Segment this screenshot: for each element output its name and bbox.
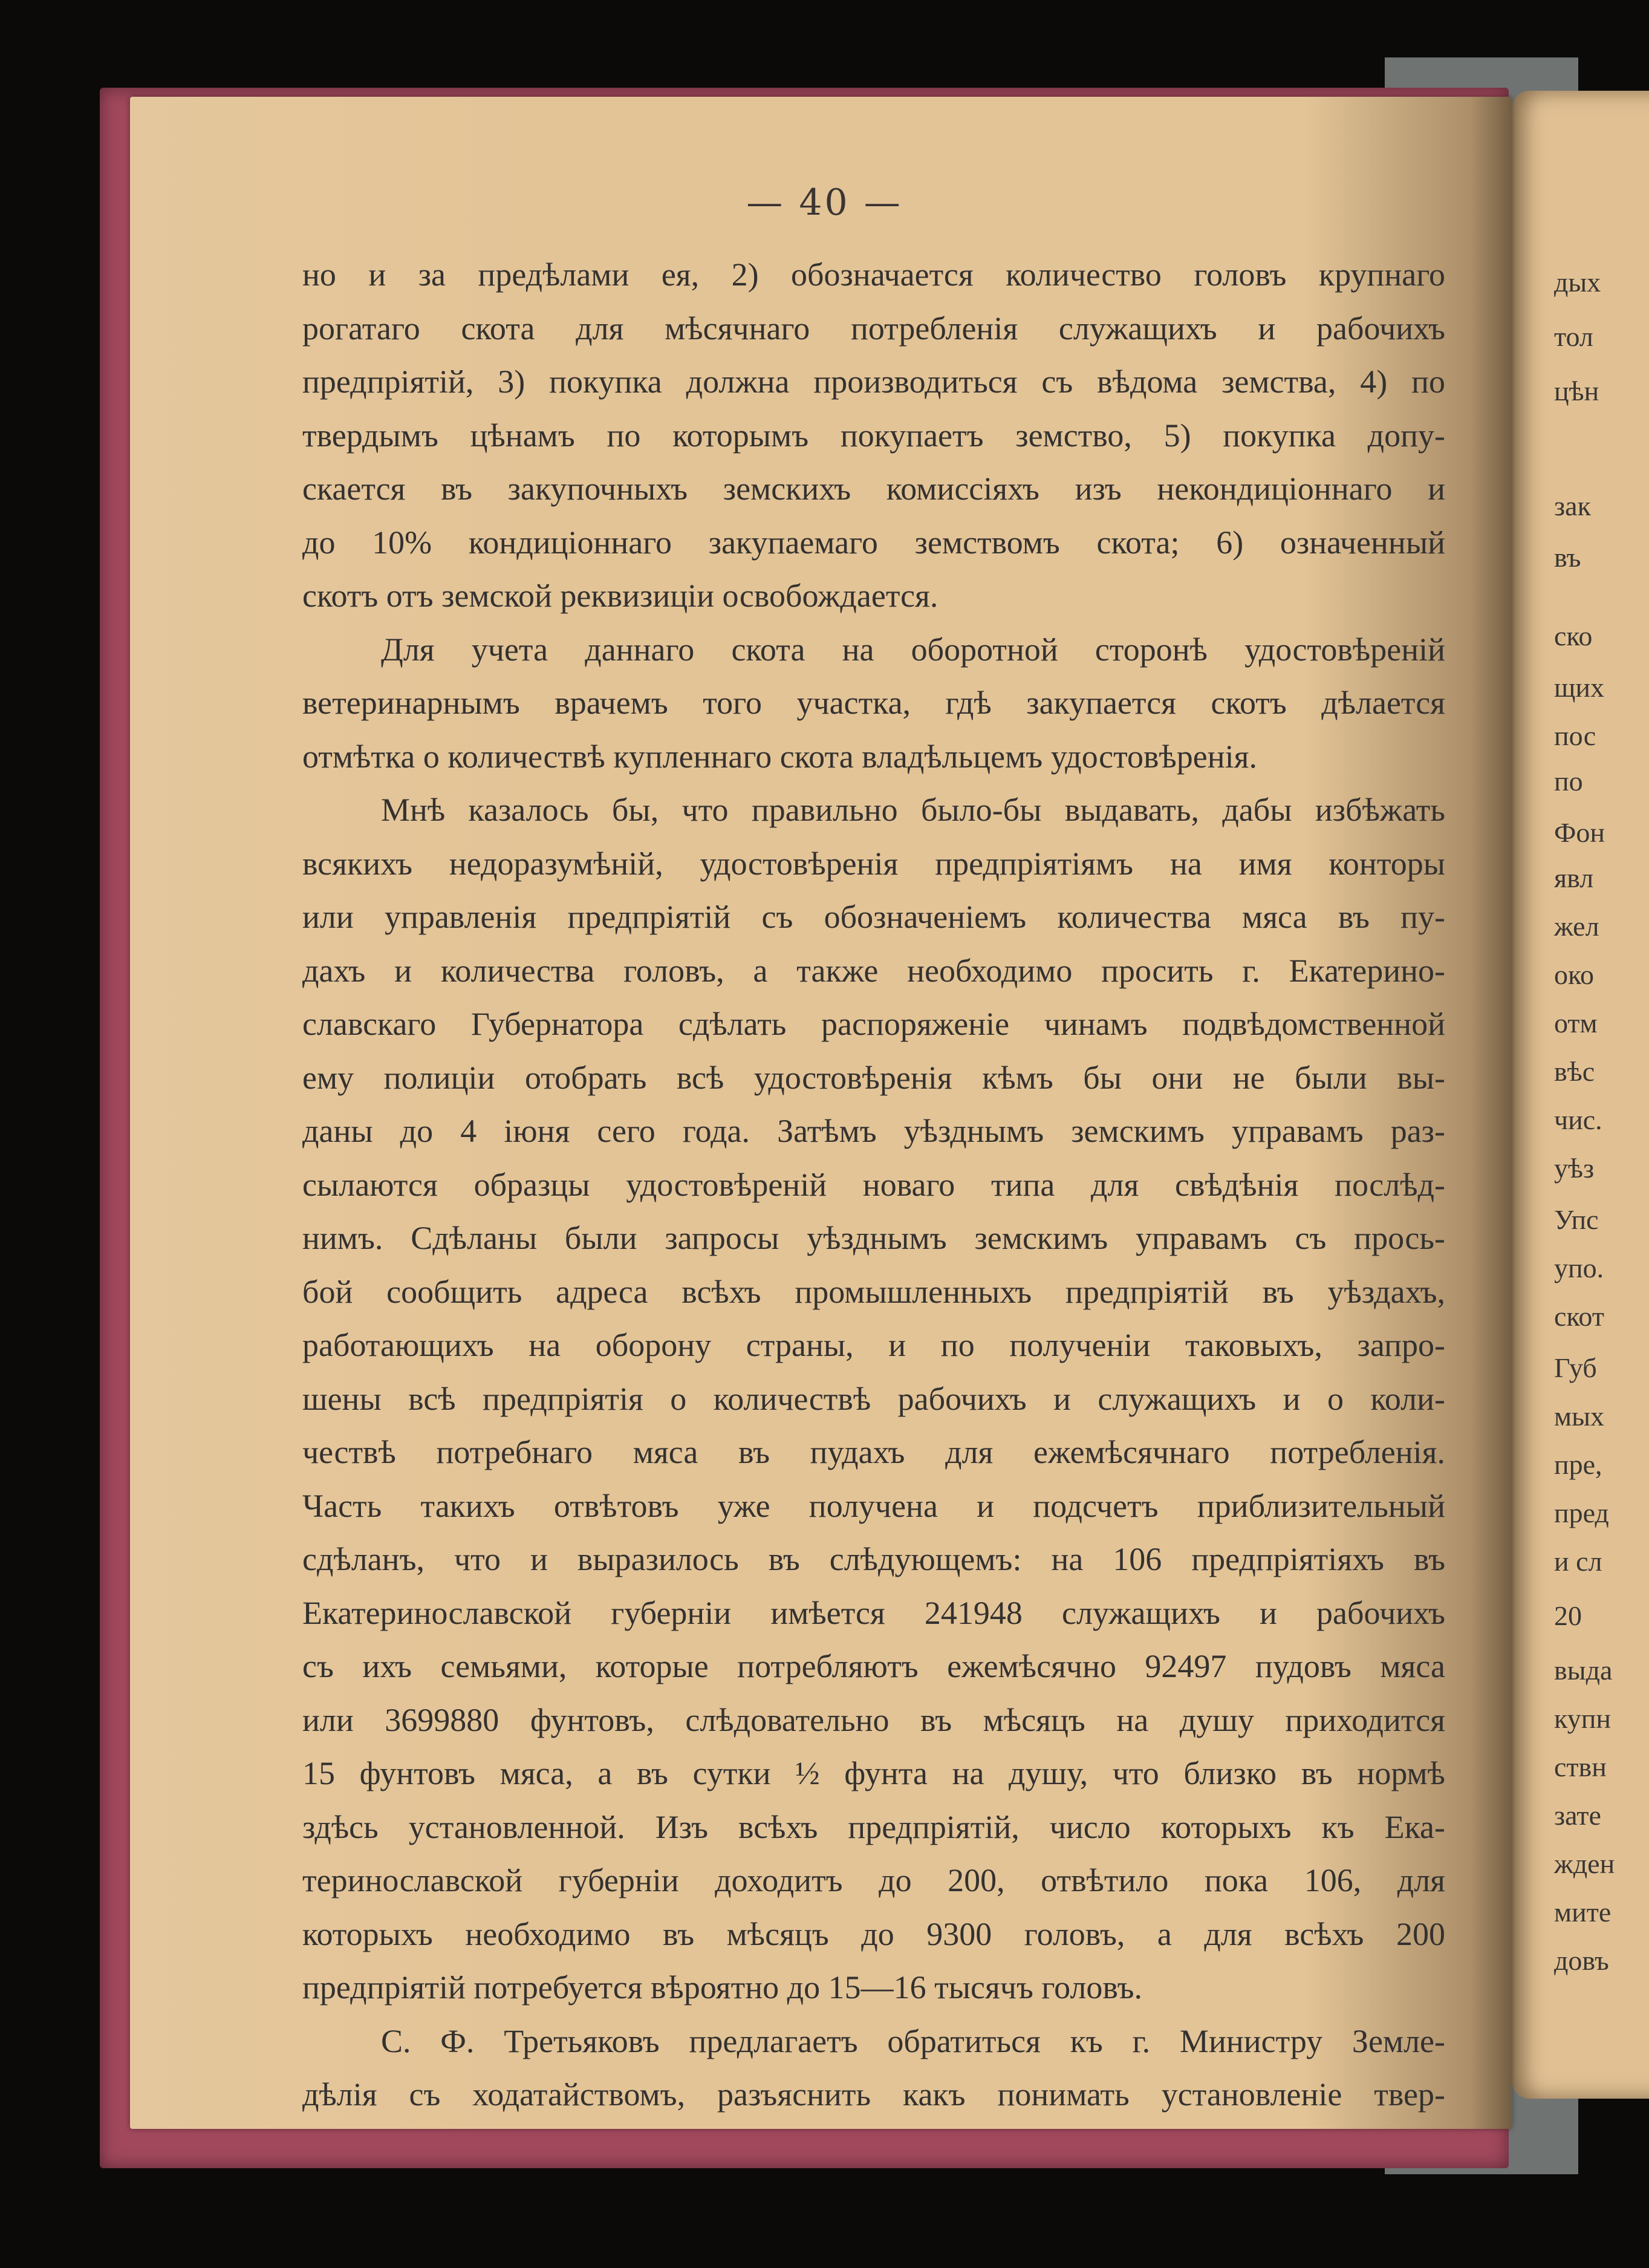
- text-line: съ ихъ семьями, которые потребляютъ ежемѣсячно 92497 пудовъ мяса: [302, 1648, 1445, 1684]
- text-line: славскаго Губернатора сдѣлать распоряженіе чинамъ подвѣдомственной: [302, 1006, 1445, 1042]
- text-line: Для учета даннаго скота на оборотной сторонѣ удостовѣреній: [381, 631, 1445, 668]
- text-line: но и за предѣлами ея, 2) обозначается количество головъ крупнаго: [302, 256, 1445, 293]
- right-page-fragment: тол: [1554, 321, 1593, 352]
- text-line: твердымъ цѣнамъ по которымъ покупаетъ земство, 5) покупка допу-: [302, 417, 1445, 454]
- text-line: отмѣтка о количествѣ купленнаго скота владѣльцемъ удостовѣренія.: [302, 738, 1257, 775]
- right-page-fragment: пос: [1554, 720, 1596, 751]
- right-page-fragment: упо.: [1554, 1253, 1604, 1283]
- text-line: Екатеринославской губерніи имѣется 241948 служащихъ и рабочихъ: [302, 1594, 1445, 1631]
- right-page-fragment: уѣз: [1554, 1153, 1595, 1184]
- text-line: нимъ. Сдѣланы были запросы уѣзднымъ земскимъ управамъ съ прось-: [302, 1220, 1445, 1256]
- text-line: чествѣ потребнаго мяса въ пудахъ для ежемѣсячнаго потребленія.: [302, 1434, 1445, 1470]
- right-page-fragment: щих: [1554, 672, 1605, 703]
- right-page-fragment: Упс: [1554, 1204, 1599, 1235]
- right-page-fragment: дых: [1554, 267, 1601, 298]
- right-page-fragment: скот: [1554, 1301, 1604, 1332]
- text-line: сдѣланъ, что и выразилось въ слѣдующемъ: на 106 предпріятіяхъ въ: [302, 1541, 1445, 1577]
- body-text: [302, 248, 1445, 2122]
- right-page-fragment: и сл: [1554, 1546, 1602, 1577]
- text-line: 15 фунтовъ мяса, а въ сутки ½ фунта на душу, что близко въ нормѣ: [302, 1755, 1445, 1791]
- right-page-fragment: 20: [1554, 1600, 1582, 1631]
- text-line: теринославской губерніи доходитъ до 200, отвѣтило пока 106, для: [302, 1862, 1445, 1898]
- right-page-fragment: вѣс: [1554, 1056, 1595, 1087]
- text-line: дахъ и количества головъ, а также необходимо просить г. Екатерино-: [302, 952, 1445, 989]
- right-page-fragment: Фон: [1554, 817, 1605, 848]
- text-line: работающихъ на оборону страны, и по полученіи таковыхъ, запро-: [302, 1327, 1445, 1363]
- right-page-fragment: купн: [1554, 1703, 1611, 1734]
- page-number: — 40 —: [746, 181, 903, 224]
- right-page-fragment: довъ: [1554, 1945, 1609, 1976]
- right-page-fragment: жел: [1554, 911, 1599, 942]
- text-line: ветеринарнымъ врачемъ того участка, гдѣ закупается скотъ дѣлается: [302, 685, 1445, 721]
- text-line: предпріятій потребуется вѣроятно до 15—16 тысячъ головъ.: [302, 1969, 1142, 2006]
- text-line: скотъ отъ земской реквизиціи освобождается.: [302, 578, 938, 614]
- text-line: скается въ закупочныхъ земскихъ комиссіяхъ изъ некондиціоннаго и: [302, 471, 1445, 507]
- text-line: шены всѣ предпріятія о количествѣ рабочихъ и служащихъ и о коли-: [302, 1380, 1445, 1417]
- right-page-fragment: ско: [1554, 621, 1593, 651]
- right-page-fragment: зак: [1554, 490, 1591, 521]
- text-line: С. Ф. Третьяковъ предлагаетъ обратиться къ г. Министру Земле-: [381, 2022, 1445, 2059]
- right-page-fragment: око: [1554, 959, 1595, 990]
- right-page-fragment: явл: [1554, 862, 1594, 893]
- right-page-fragment: чис.: [1554, 1104, 1602, 1135]
- right-page-fragment: мых: [1554, 1401, 1605, 1432]
- right-page-fragment: выда: [1554, 1655, 1613, 1686]
- text-line: Мнѣ казалось бы, что правильно было-бы выдавать, дабы избѣжать: [381, 792, 1445, 828]
- text-line: бой сообщить адреса всѣхъ промышленныхъ предпріятій въ уѣздахъ,: [302, 1273, 1445, 1310]
- text-line: ему полиціи отобрать всѣ удостовѣренія кѣмъ бы они не были вы-: [302, 1059, 1445, 1096]
- text-line: Часть такихъ отвѣтовъ уже получена и подсчетъ приблизительный: [302, 1487, 1445, 1524]
- text-line: предпріятій, 3) покупка должна производиться съ вѣдома земства, 4) по: [302, 363, 1445, 400]
- right-page-fragment: зате: [1554, 1800, 1601, 1831]
- right-page-fragment: мите: [1554, 1897, 1612, 1927]
- right-page-fragment: по: [1554, 766, 1583, 797]
- right-page-fragment: жден: [1554, 1848, 1615, 1879]
- text-line: сылаются образцы удостовѣреній новаго типа для свѣдѣнія послѣд-: [302, 1166, 1445, 1203]
- right-page-fragment: пре,: [1554, 1449, 1602, 1480]
- text-line: которыхъ необходимо въ мѣсяцъ до 9300 головъ, а для всѣхъ 200: [302, 1915, 1445, 1952]
- text-line: здѣсь установленной. Изъ всѣхъ предпріятій, число которыхъ къ Ека-: [302, 1808, 1445, 1845]
- text-line: даны до 4 іюня сего года. Затѣмъ уѣзднымъ земскимъ управамъ раз-: [302, 1113, 1445, 1149]
- right-page-fragment: ствн: [1554, 1752, 1607, 1782]
- right-page-fragment: Губ: [1554, 1352, 1597, 1383]
- right-page-fragment: пред: [1554, 1497, 1609, 1528]
- text-line: дѣлія съ ходатайствомъ, разъяснить какъ понимать установленіе твер-: [302, 2076, 1445, 2113]
- right-page-fragment: отм: [1554, 1008, 1598, 1038]
- right-page-fragment: въ: [1554, 542, 1581, 573]
- text-line: или управленія предпріятій съ обозначеніемъ количества мяса въ пу-: [302, 899, 1445, 935]
- text-line: или 3699880 фунтовъ, слѣдовательно въ мѣсяцъ на душу приходится: [302, 1701, 1445, 1738]
- text-line: до 10% кондиціоннаго закупаемаго земствомъ скота; 6) означенный: [302, 524, 1445, 561]
- text-line: всякихъ недоразумѣній, удостовѣренія предпріятіямъ на имя конторы: [302, 845, 1445, 882]
- text-line: рогатаго скота для мѣсячнаго потребленія служащихъ и рабочихъ: [302, 310, 1445, 347]
- right-page-fragment: цѣн: [1554, 376, 1599, 406]
